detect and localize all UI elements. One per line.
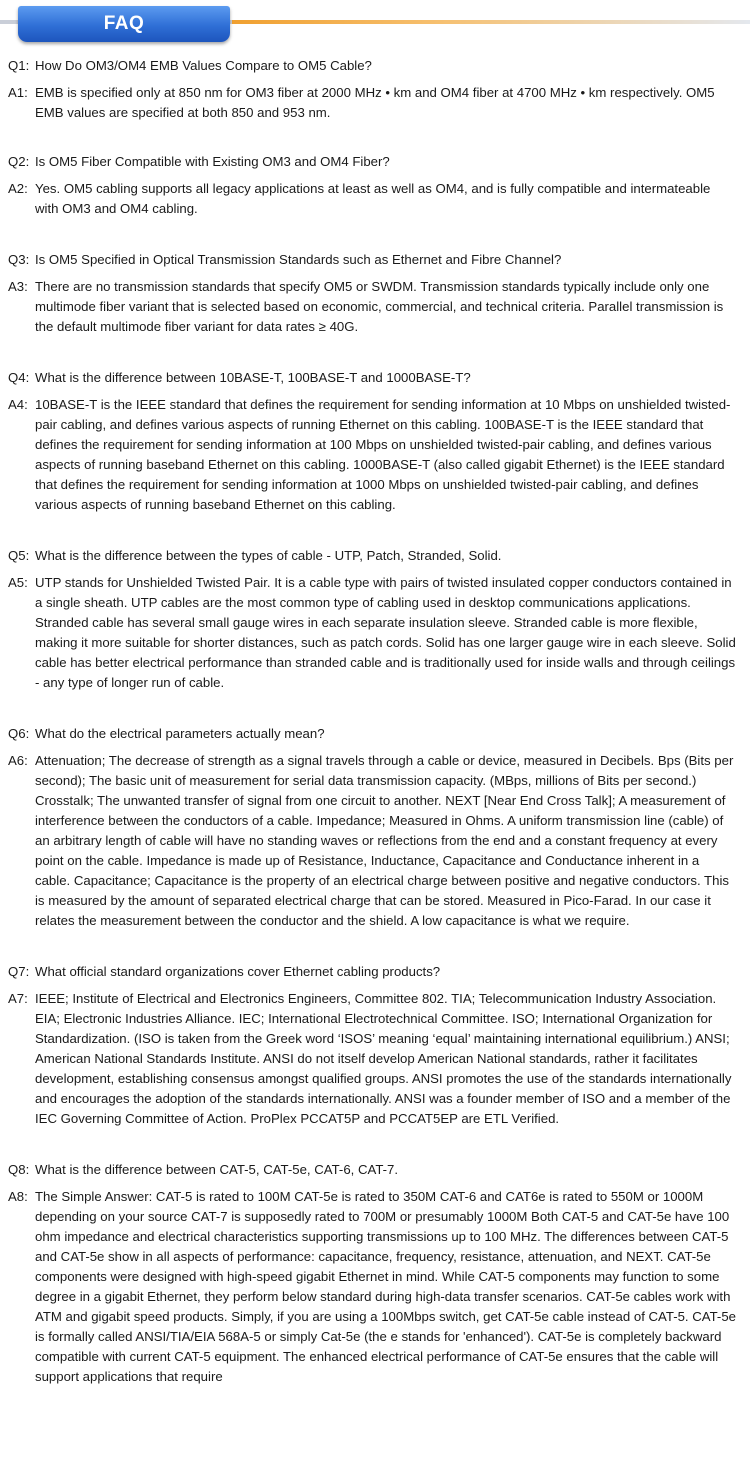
question-label: Q5: [8, 548, 30, 563]
answer-text: EMB is specified only at 850 nm for OM3 fiber at 2000 MHz • km and OM4 fiber at 4700 MHz • km respectively. OM5 EMB values are specified at both 850 and 953 nm. [35, 85, 715, 120]
answer-text: UTP stands for Unshielded Twisted Pair. It is a cable type with pairs of twisted insulated copper conductors contained in a single sheath. UTP cables are the most common type of cabling used in desktop communications applications. Stranded cable has several small gauge wires in each separate insulation sleeve. Stranded cable is more flexible, making it more suitable for shorter distances, such as patch cords. Solid has one larger gauge wire in each sleeve. Solid cable has better electrical performance than stranded cable and is traditionally used for inside walls and through ceilings - any type of longer run of cable. [35, 575, 736, 690]
faq-question-row [8, 153, 736, 171]
faq-title: FAQ [103, 13, 145, 34]
header-accent-line [232, 20, 750, 24]
faq-answer-row [8, 277, 736, 337]
faq-question-row [8, 725, 736, 743]
question-text: Is OM5 Fiber Compatible with Existing OM3 and OM4 Fiber? [35, 154, 390, 169]
faq-item [8, 251, 736, 337]
faq-answer-row [8, 573, 736, 693]
answer-label: A5: [8, 575, 28, 590]
answer-text: Attenuation; The decrease of strength as a signal travels through a cable or device, measured in Decibels. Bps (Bits per second); The basic unit of measurement for serial data transmission capacity. (MBps, millions of Bits per second.) Crosstalk; The unwanted transfer of signal from one circuit to another. NEXT [Near End Cross Talk]; A measurement of interference between the conductors of a cable. Impedance; Measured in Ohms. A uniform transmission line (cable) of an arbitrary length of cable will have no standing waves or reflections from the end and a constant frequency at every point on the cable. Impedance is made up of Resistance, Inductance, Capacitance and Conductance inherent in a cable. Capacitance; Capacitance is the property of an electrical charge between positive and negative conductors. This is measured by the amount of separated electrical charge that can be stored. Measured in Pico-Farad. In our case it relates the measurement between the conductor and the shield. A low capacitance is what we require. [35, 753, 734, 928]
faq-item [8, 57, 736, 123]
question-label: Q1: [8, 58, 30, 73]
question-text: What official standard organizations cover Ethernet cabling products? [35, 964, 441, 979]
faq-item [8, 963, 736, 1129]
question-text: How Do OM3/OM4 EMB Values Compare to OM5 Cable? [35, 58, 372, 73]
faq-header [0, 0, 750, 50]
answer-label: A1: [8, 85, 28, 100]
question-label: Q3: [8, 252, 30, 267]
faq-question-row [8, 369, 736, 387]
faq-answer-row [8, 395, 736, 515]
question-text: What do the electrical parameters actually mean? [35, 726, 325, 741]
answer-text: 10BASE-T is the IEEE standard that defines the requirement for sending information at 10 Mbps on unshielded twisted-pair cabling, and defines various aspects of running Ethernet on this cabling. 100BASE-T is the IEEE standard that defines the requirement for sending information at 100 Mbps on unshielded twisted-pair cabling, and defines various aspects of running baseband Ethernet on this cabling. 1000BASE-T (also called gigabit Ethernet) is the IEEE standard that defines the requirement for sending information at 1000 Mbps on unshielded twisted-pair cabling, and defines various aspects of running baseband Ethernet on this cabling. [35, 397, 731, 512]
faq-question-row [8, 57, 736, 75]
question-label: Q8: [8, 1162, 30, 1177]
faq-answer-row [8, 1187, 736, 1387]
faq-answer-row [8, 751, 736, 931]
faq-answer-row [8, 179, 736, 219]
faq-item [8, 725, 736, 931]
question-text: What is the difference between CAT-5, CAT-5e, CAT-6, CAT-7. [35, 1162, 399, 1177]
answer-label: A7: [8, 991, 28, 1006]
answer-text: The Simple Answer: CAT-5 is rated to 100M CAT-5e is rated to 350M CAT-6 and CAT6e is rated to 550M or 1000M depending on your source CAT-7 is supposedly rated to 700M or presumably 1000M Both CAT-5 and CAT-5e have 100 ohm impedance and electrical characteristics supporting transmissions up to 100 MHz. The differences between CAT-5 and CAT-5e show in all aspects of performance: capacitance, frequency, resistance, attenuation, and NEXT. CAT-5e components were designed with high-speed gigabit Ethernet in mind. While CAT-5 components may function to some degree in a gigabit Ethernet, they perform below standard during high-data transfer scenarios. CAT-5e cables work with ATM and gigabit speed products. Simply, if you are using a 100Mbps switch, get CAT-5e cable instead of CAT-5. CAT-5e is formally called ANSI/TIA/EIA 568A-5 or simply Cat-5e (the e stands for 'enhanced'). CAT-5e is completely backward compatible with current CAT-5 equipment. The enhanced electrical performance of CAT-5e ensures that the cable will support applications that require [35, 1189, 736, 1384]
faq-item [8, 1161, 736, 1387]
question-text: Is OM5 Specified in Optical Transmission Standards such as Ethernet and Fibre Channel? [35, 252, 562, 267]
faq-answer-row [8, 989, 736, 1129]
answer-label: A4: [8, 397, 28, 412]
question-text: What is the difference between 10BASE-T, 100BASE-T and 1000BASE-T? [35, 370, 471, 385]
answer-label: A6: [8, 753, 28, 768]
faq-question-row [8, 1161, 736, 1179]
answer-label: A3: [8, 279, 28, 294]
answer-text: IEEE; Institute of Electrical and Electronics Engineers, Committee 802. TIA; Telecommunication Industry Association. EIA; Electronic Industries Alliance. IEC; International Electrotechnical Committee. ISO; International Organization for Standardization. (ISO is taken from the Greek word ‘ISOS’ meaning ‘equal’ maintaining international equilibrium.) ANSI; American National Standards Institute. ANSI do not itself develop American National standards, rather it facilitates development, establishing consensus amongst qualified groups. ANSI promotes the use of the standards internationally and encourages the adoption of the standards internationally. ANSI was a founder member of ISO and a member of the IEC Governing Committee of Action. ProPlex PCCAT5P and PCCAT5EP are ETL Verified. [35, 991, 732, 1126]
faq-title-tab [18, 6, 230, 42]
answer-text: Yes. OM5 cabling supports all legacy applications at least as well as OM4, and is fully compatible and intermateable with OM3 and OM4 cabling. [35, 181, 711, 216]
faq-answer-row [8, 83, 736, 123]
question-label: Q7: [8, 964, 30, 979]
faq-list [8, 57, 736, 1387]
faq-item [8, 547, 736, 693]
answer-label: A8: [8, 1189, 28, 1204]
question-label: Q6: [8, 726, 30, 741]
question-label: Q2: [8, 154, 30, 169]
faq-item [8, 153, 736, 219]
faq-question-row [8, 963, 736, 981]
faq-question-row [8, 547, 736, 565]
question-text: What is the difference between the types of cable - UTP, Patch, Stranded, Solid. [35, 548, 502, 563]
answer-text: There are no transmission standards that specify OM5 or SWDM. Transmission standards typically include only one multimode fiber variant that is selected based on economic, commercial, and technical criteria. Parallel transmission is the default multimode fiber variant for data rates ≥ 40G. [35, 279, 724, 334]
faq-question-row [8, 251, 736, 269]
faq-item [8, 369, 736, 515]
answer-label: A2: [8, 181, 28, 196]
question-label: Q4: [8, 370, 30, 385]
